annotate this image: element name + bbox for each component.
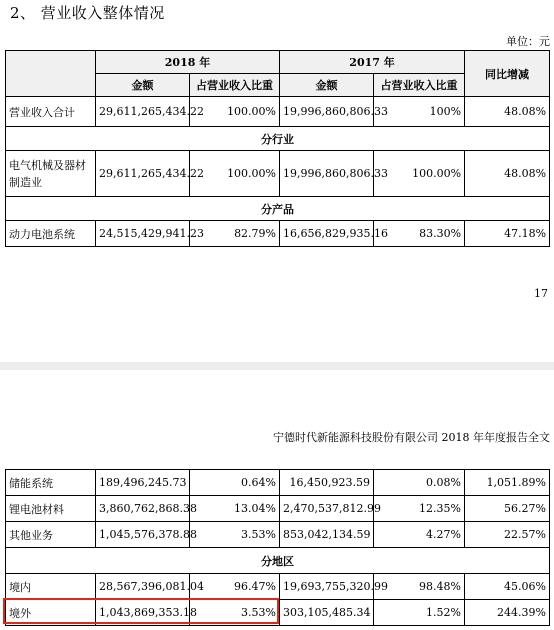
- header-year-2018: 2018 年: [96, 51, 280, 74]
- header-amount-2017: 金额: [280, 74, 374, 97]
- amount-2017: 16,450,923.59: [280, 470, 374, 496]
- group-header-region: 分地区: [6, 548, 550, 574]
- overseas-row-highlight: [3, 598, 279, 624]
- report-title: 宁德时代新能源科技股份有限公司 2018 年年度报告全文: [273, 431, 550, 444]
- amount-2017: 19,693,755,320.99: [280, 574, 374, 600]
- header-amount-2018: 金额: [96, 74, 190, 97]
- share-2018: 100.00%: [190, 97, 280, 127]
- share-2017: 98.48%: [374, 574, 465, 600]
- table-row: [6, 151, 550, 197]
- amount-2017: 19,996,860,806.33: [280, 151, 374, 197]
- amount-2017: 303,105,485.34: [280, 600, 374, 626]
- table-row: [6, 522, 550, 548]
- share-2018: 3.53%: [190, 600, 280, 626]
- row-label: 储能系统: [6, 470, 96, 496]
- group-header-industry: 分行业: [6, 127, 550, 151]
- row-label: 锂电池材料: [6, 496, 96, 522]
- row-label: 境外: [6, 600, 96, 626]
- share-2018: 13.04%: [190, 496, 280, 522]
- yoy-change: 22.57%: [465, 522, 550, 548]
- share-2017: 1.52%: [374, 600, 465, 626]
- amount-2017: 16,656,829,935.16: [280, 221, 374, 247]
- amount-2018: 24,515,429,941.23: [96, 221, 190, 247]
- row-label-line2: 制造业: [9, 175, 42, 189]
- yoy-change: 244.39%: [465, 600, 550, 626]
- share-2018: 100.00%: [190, 151, 280, 197]
- header-share-2017: 占营业收入比重: [374, 74, 465, 97]
- page-number: 17: [534, 287, 548, 300]
- amount-2018: 1,043,869,353.18: [96, 600, 190, 626]
- yoy-change: 47.18%: [465, 221, 550, 247]
- amount-2018: 189,496,245.73: [96, 470, 190, 496]
- amount-2017: 853,042,134.59: [280, 522, 374, 548]
- revenue-table-page1: [5, 50, 550, 247]
- table-row: [6, 97, 550, 127]
- row-label: [6, 151, 96, 197]
- share-2018: 3.53%: [190, 522, 280, 548]
- share-2017: 4.27%: [374, 522, 465, 548]
- row-label: 其他业务: [6, 522, 96, 548]
- yoy-change: 48.08%: [465, 151, 550, 197]
- row-label: 营业收入合计: [6, 97, 96, 127]
- header-year-2017: 2017 年: [280, 51, 465, 74]
- row-label: 境内: [6, 574, 96, 600]
- share-2018: 96.47%: [190, 574, 280, 600]
- table-row: [6, 470, 550, 496]
- share-2017: 100%: [374, 97, 465, 127]
- header-blank: [6, 51, 96, 97]
- amount-2018: 3,860,762,868.38: [96, 496, 190, 522]
- share-2017: 0.08%: [374, 470, 465, 496]
- table-row: [6, 574, 550, 600]
- table-row: [6, 496, 550, 522]
- page-gap: [0, 362, 554, 370]
- amount-2018: 28,567,396,081.04: [96, 574, 190, 600]
- section-title: 2、 营业收入整体情况: [10, 4, 165, 22]
- amount-2017: 2,470,537,812.99: [280, 496, 374, 522]
- yoy-change: 1,051.89%: [465, 470, 550, 496]
- share-2018: 0.64%: [190, 470, 280, 496]
- share-2017: 12.35%: [374, 496, 465, 522]
- row-label: 动力电池系统: [6, 221, 96, 247]
- yoy-change: 45.06%: [465, 574, 550, 600]
- header-yoy: 同比增减: [465, 51, 550, 97]
- share-2017: 83.30%: [374, 221, 465, 247]
- amount-2018: 1,045,576,378.88: [96, 522, 190, 548]
- amount-2018: 29,611,265,434.22: [96, 97, 190, 127]
- row-label-line1: 电气机械及器材: [9, 158, 86, 172]
- table-row: [6, 221, 550, 247]
- yoy-change: 56.27%: [465, 496, 550, 522]
- unit-label: 单位：元: [506, 35, 550, 48]
- share-2018: 82.79%: [190, 221, 280, 247]
- yoy-change: 48.08%: [465, 97, 550, 127]
- group-header-product: 分产品: [6, 197, 550, 221]
- amount-2018: 29,611,265,434.22: [96, 151, 190, 197]
- header-share-2018: 占营业收入比重: [190, 74, 280, 97]
- share-2017: 100.00%: [374, 151, 465, 197]
- amount-2017: 19,996,860,806.33: [280, 97, 374, 127]
